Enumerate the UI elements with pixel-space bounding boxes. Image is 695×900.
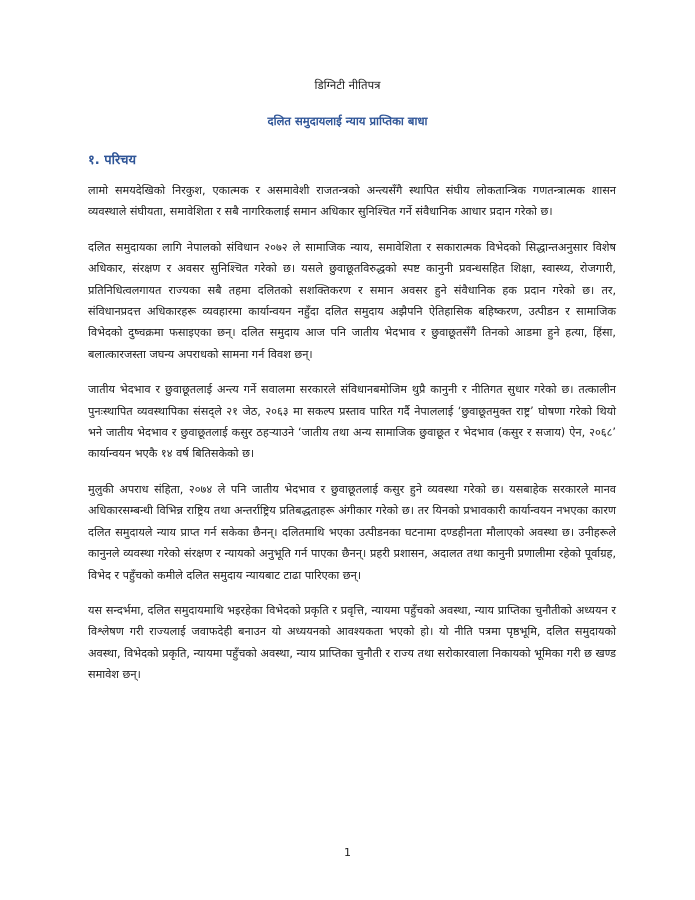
paragraph-3: जातीय भेदभाव र छुवाछूतलाई अन्त्य गर्ने सवालमा सरकारले संविधानबमोजिम थुप्रै कानुनी र नीतिगत सुधार गरेको छ। तत्कालीन पुनःस्थापित व्यवस्थापिका संसद्ले २१ जेठ, २०६३ मा सकल्प प्रस्ताव पारित गर्दै नेपाललाई ‘छुवाछूतमुक्त राष्ट्र’ घोषणा गरेको थियो भने जातीय भेदभाव र छुवाछूतलाई कसुर ठहऱ्याउने ‘जातीय तथा अन्य सामाजिक छुवाछूत र भेदभाव (कसुर र सजाय) ऐन, २०६८’ कार्यान्वयन भएकै १४ वर्ष बितिसकेको छ। bbox=[88, 383, 616, 461]
body-text bbox=[88, 180, 616, 700]
document-label: डिग्निटी नीतिपत्र bbox=[314, 78, 381, 92]
document-title: दलित समुदायलाई न्याय प्राप्तिका बाधा bbox=[267, 114, 428, 128]
paragraph-5: यस सन्दर्भमा, दलित समुदायमाथि भइरहेका विभेदको प्रकृति र प्रवृत्ति, न्यायमा पहुँचको अवस्था, न्याय प्राप्तिका चुनौतीको अध्ययन र विश्लेषण गरी राज्यलाई जवाफदेही बनाउन यो अध्ययनको आवश्यकता भएको हो। यो नीति पत्रमा पृष्ठभूमि, दलित समुदायको अवस्था, विभेदको प्रकृति, न्यायमा पहुँचको अवस्था, न्याय प्राप्तिका चुनौती र राज्य तथा सरोकारवाला निकायको भूमिका गरी छ खण्ड समावेश छन्। bbox=[88, 603, 616, 682]
page-number: 1 bbox=[344, 846, 351, 859]
section-heading: १. परिचय bbox=[88, 153, 137, 168]
paragraph-2: दलित समुदायका लागि नेपालको संविधान २०७२ ले सामाजिक न्याय, समावेशिता र सकारात्मक विभेदको सिद्धान्तअनुसार विशेष अधिकार, संरक्षण र अवसर सुनिश्चित गरेको छ। यसले छुवाछूतविरुद्धको स्पष्ट कानुनी प्रवन्धसहित शिक्षा, स्वास्थ्य, रोजगारी, प्रतिनिधित्वलगायत राज्यका सबै तहमा दलितको सशक्तिकरण र समान अवसर हुने संवैधानिक हक प्रदान गरेको छ। तर, संविधानप्रदत्त अधिकारहरू व्यवहारमा कार्यान्वयन नहुँदा दलित समुदाय अझैपनि ऐतिहासिक बहिष्करण, उत्पीडन र सामाजिक विभेदको दुष्चक्रमा फसाइएका छन्। दलित समुदाय आज पनि जातीय भेदभाव र छुवाछूतसँगै तिनको आडमा हुने हत्या, हिंसा, बलात्कारजस्ता जघन्य अपराधको सामना गर्न विवश छन्। bbox=[88, 240, 616, 361]
paragraph-1: लामो समयदेखिको निरकुश, एकात्मक र असमावेशी राजतन्त्रको अन्त्यसँगै स्थापित संघीय लोकतान्त्रिक गणतन्त्रात्मक शासन व्यवस्थाले संघीयता, समावेशिता र सबै नागरिकलाई समान अधिकार सुनिश्चित गर्ने संवैधानिक आधार प्रदान गरेको छ। bbox=[88, 184, 616, 219]
paragraph-4: मुलुकी अपराध संहिता, २०७४ ले पनि जातीय भेदभाव र छुवाछूतलाई कसुर हुने व्यवस्था गरेको छ। यसबाहेक सरकारले मानव अधिकारसम्बन्धी विभिन्न राष्ट्रिय तथा अन्तर्राष्ट्रिय प्रतिबद्धताहरू अंगीकार गरेको छ। तर यिनको प्रभावकारी कार्यान्वयन नभएका कारण दलित समुदायले न्याय प्राप्त गर्न सकेका छैनन्। दलितमाथि भएका उत्पीडनका घटनामा दण्डहीनता मौलाएको अवस्था छ। उनीहरूले कानुनले व्यवस्था गरेको संरक्षण र न्यायको अनुभूति गर्न पाएका छैनन्। प्रहरी प्रशासन, अदालत तथा कानुनी प्रणालीमा रहेको पूर्वाग्रह, विभेद र पहुँचको कमीले दलित समुदाय न्यायबाट टाढा पारिएका छन्। bbox=[88, 482, 616, 582]
